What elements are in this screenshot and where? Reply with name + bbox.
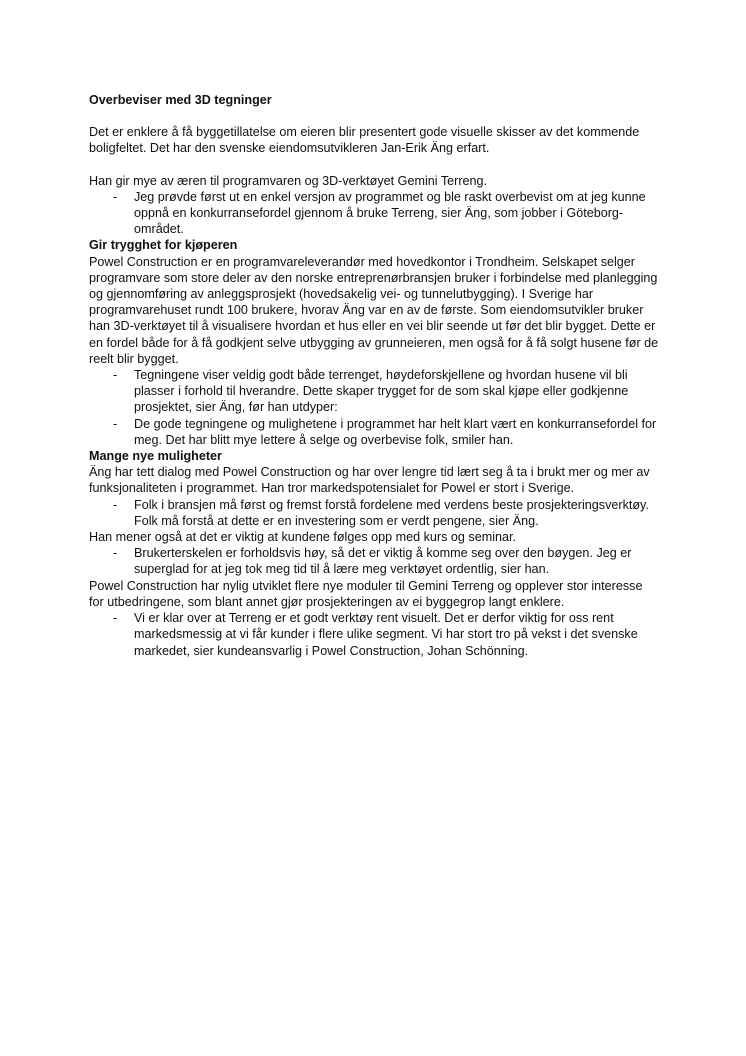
quote-item — [89, 545, 659, 577]
quote-item — [89, 610, 659, 659]
body-paragraph: Powel Construction er en programvareleverandør med hovedkontor i Trondheim. Selskapet selger programvare som store deler av den norske entreprenørbransjen bruker i forbindelse med planlegging og gjennomføring av anleggsprosjekt (hovedsakelig vei- og tunnelutbygging). I Sverige har programvarehuset rundt 100 brukere, hvorav Äng var en av de første. Som eiendomsutvikler bruker han 3D-verktøyet til å visualisere hvordan et hus eller en vei blir seende ut før det blir bygget. Dette er en fordel både for å få godkjent selve utbygging av grunneieren, men også for å få solgt husene før de reelt blir bygget. — [89, 254, 659, 366]
quote-text: Vi er klar over at Terreng er et godt verktøy rent visuelt. Det er derfor viktig for oss rent markedsmessig at vi får kunder i flere ulike segment. Vi har stort tro på vekst i det svenske markedet, sier kundeansvarlig i Powel Construction, Johan Schönning. — [134, 611, 638, 658]
quote-list — [89, 545, 659, 577]
bullet-dash: - — [113, 189, 118, 204]
body-paragraph: Han mener også at det er viktig at kundene følges opp med kurs og seminar. — [89, 530, 517, 545]
body-paragraph: Äng har tett dialog med Powel Construction og har over lengre tid lært seg å ta i brukt mer og mer av funksjonaliteten i programmet. Han tror markedspotensialet for Powel er stort i Sverige. — [89, 465, 650, 496]
section-heading: Mange nye muligheter — [89, 449, 222, 464]
quote-item — [89, 416, 659, 448]
quote-list — [89, 367, 659, 448]
quote-list — [89, 189, 659, 238]
bullet-dash: - — [113, 611, 118, 626]
quote-text: De gode tegningene og mulighetene i programmet har helt klart vært en konkurransefordel for meg. Det har blitt mye lettere å selge og overbevise folk, smiler han. — [134, 416, 657, 447]
quote-item — [89, 497, 659, 529]
body-paragraph: Powel Construction har nylig utviklet flere nye moduler til Gemini Terreng og opplever stor interesse for utbedringene, som blant annet gjør prosjekteringen av ei byggegrop langt enklere. — [89, 578, 643, 609]
quote-text: Brukerterskelen er forholdsvis høy, så det er viktig å komme seg over den bøygen. Jeg er superglad for at jeg tok meg tid til å lære meg verktøyet ordentlig, sier han. — [134, 546, 632, 577]
quote-list — [89, 610, 659, 659]
section-heading: Gir trygghet for kjøperen — [89, 238, 238, 253]
quote-text: Tegningene viser veldig godt både terrenget, høydeforskjellene og hvordan husene vil bli plasser i forhold til hverandre. Dette skaper trygget for de som skal kjøpe eller godkjenne prosjektet, sier Äng, før han utdyper: — [134, 368, 629, 415]
quote-item — [89, 189, 659, 238]
intro-paragraph: Det er enklere å få byggetillatelse om eieren blir presentert gode visuelle skisser av det kommende boligfeltet. Det har den svenske eiendomsutvikleren Jan-Erik Äng erfart. — [89, 125, 640, 156]
intro-paragraph: Han gir mye av æren til programvaren og 3D-verktøyet Gemini Terreng. — [89, 173, 488, 188]
bullet-dash: - — [113, 546, 118, 561]
article-title: Overbeviser med 3D tegninger — [89, 93, 272, 107]
bullet-dash: - — [113, 368, 118, 383]
bullet-dash: - — [113, 416, 118, 431]
quote-text: Folk i bransjen må først og fremst forstå fordelene med verdens beste prosjekteringsverktøy. Folk må forstå at dette er en investering som er verdt pengene, sier Äng. — [134, 497, 649, 528]
quote-text: Jeg prøvde først ut en enkel versjon av programmet og ble raskt overbevist om at jeg kunne oppnå en konkurransefordel gjennom å bruke Terreng, sier Äng, som jobber i Göteborg-området. — [134, 189, 646, 237]
quote-item — [89, 367, 659, 416]
bullet-dash: - — [113, 497, 118, 512]
document-page — [89, 92, 659, 659]
quote-list — [89, 497, 659, 529]
